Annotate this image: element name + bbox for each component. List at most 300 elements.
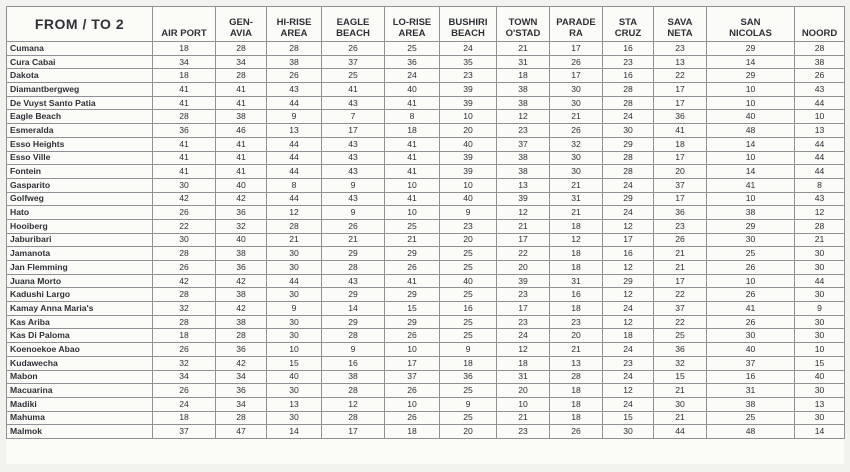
fare-cell-genavia: 46	[216, 124, 267, 138]
column-header-hirise	[267, 7, 322, 42]
fare-cell-hirise: 44	[267, 165, 322, 179]
fare-cell-noord: 28	[795, 42, 845, 56]
fare-cell-savaneta: 37	[654, 178, 707, 192]
fare-cell-town: 23	[497, 288, 550, 302]
fare-cell-lorise: 37	[385, 370, 440, 384]
fare-cell-airport: 41	[153, 137, 216, 151]
fare-cell-town: 12	[497, 206, 550, 220]
fare-cell-bushiri: 23	[440, 69, 497, 83]
fare-cell-genavia: 38	[216, 110, 267, 124]
fare-cell-airport: 28	[153, 288, 216, 302]
origin-place: Hooiberg	[7, 219, 153, 233]
fare-cell-lorise: 29	[385, 315, 440, 329]
fare-cell-noord: 30	[795, 247, 845, 261]
fare-cell-sannicolas: 10	[707, 83, 795, 97]
fare-cell-bushiri: 10	[440, 178, 497, 192]
fare-cell-savaneta: 36	[654, 206, 707, 220]
table-row	[7, 329, 845, 343]
table-row	[7, 69, 845, 83]
fare-cell-sannicolas: 31	[707, 384, 795, 398]
fare-cell-savaneta: 36	[654, 343, 707, 357]
fare-cell-savaneta: 30	[654, 397, 707, 411]
fare-cell-savaneta: 25	[654, 329, 707, 343]
table-row	[7, 288, 845, 302]
column-header-line: AIR PORT	[161, 28, 207, 39]
fare-cell-lorise: 18	[385, 425, 440, 439]
fare-cell-lorise: 41	[385, 274, 440, 288]
fare-cell-sannicolas: 26	[707, 315, 795, 329]
origin-place: Juana Morto	[7, 274, 153, 288]
fare-cell-eagle: 43	[322, 274, 385, 288]
fare-cell-eagle: 21	[322, 233, 385, 247]
origin-place: Dakota	[7, 69, 153, 83]
fare-cell-bushiri: 36	[440, 370, 497, 384]
fare-cell-airport: 30	[153, 178, 216, 192]
fare-cell-eagle: 43	[322, 151, 385, 165]
fare-cell-bushiri: 39	[440, 96, 497, 110]
fare-cell-airport: 36	[153, 124, 216, 138]
origin-place: Cumana	[7, 42, 153, 56]
table-row	[7, 42, 845, 56]
origin-place: Gasparito	[7, 178, 153, 192]
fare-cell-airport: 18	[153, 411, 216, 425]
fare-cell-stacruz: 30	[603, 425, 654, 439]
fare-cell-airport: 18	[153, 42, 216, 56]
table-row	[7, 219, 845, 233]
fare-cell-town: 13	[497, 178, 550, 192]
table-row	[7, 165, 845, 179]
fare-cell-airport: 26	[153, 261, 216, 275]
table-row	[7, 110, 845, 124]
fare-cell-eagle: 9	[322, 343, 385, 357]
column-header-line: AREA	[398, 28, 426, 39]
fare-cell-noord: 38	[795, 55, 845, 69]
fare-cell-stacruz: 12	[603, 384, 654, 398]
fare-cell-parade: 26	[550, 124, 603, 138]
fare-cell-eagle: 14	[322, 302, 385, 316]
column-header-line: BUSHIRI	[448, 17, 488, 28]
fare-cell-genavia: 38	[216, 315, 267, 329]
origin-place: Cura Cabai	[7, 55, 153, 69]
fare-cell-hirise: 28	[267, 42, 322, 56]
fare-cell-hirise: 44	[267, 96, 322, 110]
fare-cell-eagle: 41	[322, 83, 385, 97]
origin-place: Jamanota	[7, 247, 153, 261]
fare-cell-genavia: 41	[216, 151, 267, 165]
fare-cell-bushiri: 25	[440, 261, 497, 275]
fare-cell-bushiri: 9	[440, 343, 497, 357]
fare-cell-sannicolas: 41	[707, 178, 795, 192]
fare-cell-town: 21	[497, 411, 550, 425]
table-row	[7, 96, 845, 110]
column-header-line: EAGLE	[336, 17, 370, 28]
origin-place: Jan Flemming	[7, 261, 153, 275]
table-row	[7, 302, 845, 316]
fare-cell-savaneta: 17	[654, 274, 707, 288]
fare-cell-noord: 44	[795, 96, 845, 110]
origin-place: Kas Di Paloma	[7, 329, 153, 343]
fare-cell-sannicolas: 26	[707, 261, 795, 275]
fare-cell-genavia: 36	[216, 384, 267, 398]
fare-cell-sannicolas: 16	[707, 370, 795, 384]
fare-cell-noord: 13	[795, 124, 845, 138]
fare-cell-eagle: 29	[322, 288, 385, 302]
fare-cell-town: 18	[497, 356, 550, 370]
column-header-line: STA	[618, 17, 638, 28]
column-header-lorise	[385, 7, 440, 42]
fare-cell-parade: 26	[550, 425, 603, 439]
fare-cell-eagle: 16	[322, 356, 385, 370]
fare-cell-bushiri: 20	[440, 124, 497, 138]
origin-place: Madiki	[7, 397, 153, 411]
fare-cell-town: 23	[497, 315, 550, 329]
fare-cell-airport: 32	[153, 302, 216, 316]
origin-place: Kamay Anna Maria's	[7, 302, 153, 316]
fare-cell-hirise: 30	[267, 384, 322, 398]
fare-cell-sannicolas: 37	[707, 356, 795, 370]
fare-cell-town: 17	[497, 302, 550, 316]
column-header-line: SAN	[740, 17, 761, 28]
fare-cell-bushiri: 24	[440, 42, 497, 56]
fare-cell-town: 38	[497, 151, 550, 165]
fare-cell-parade: 26	[550, 55, 603, 69]
fare-cell-stacruz: 29	[603, 137, 654, 151]
fare-cell-lorise: 17	[385, 356, 440, 370]
fare-cell-hirise: 14	[267, 425, 322, 439]
fare-cell-stacruz: 12	[603, 288, 654, 302]
fare-cell-noord: 43	[795, 192, 845, 206]
fare-cell-lorise: 26	[385, 384, 440, 398]
fare-cell-town: 39	[497, 274, 550, 288]
fare-cell-genavia: 28	[216, 329, 267, 343]
column-header-savaneta	[654, 7, 707, 42]
fare-cell-hirise: 9	[267, 110, 322, 124]
fare-cell-lorise: 41	[385, 96, 440, 110]
fare-cell-airport: 41	[153, 83, 216, 97]
fare-cell-parade: 23	[550, 315, 603, 329]
column-header-stacruz	[603, 7, 654, 42]
fare-cell-hirise: 40	[267, 370, 322, 384]
table-row	[7, 261, 845, 275]
fare-cell-parade: 18	[550, 302, 603, 316]
fare-cell-savaneta: 17	[654, 151, 707, 165]
fare-cell-bushiri: 20	[440, 233, 497, 247]
fare-cell-bushiri: 23	[440, 219, 497, 233]
column-header-line: PARADE	[556, 17, 596, 28]
fare-cell-town: 38	[497, 83, 550, 97]
fare-cell-noord: 30	[795, 315, 845, 329]
fare-cell-stacruz: 30	[603, 124, 654, 138]
origin-place: Jaburibari	[7, 233, 153, 247]
fare-cell-town: 17	[497, 233, 550, 247]
fare-cell-genavia: 42	[216, 302, 267, 316]
fare-cell-stacruz: 28	[603, 151, 654, 165]
fare-cell-savaneta: 36	[654, 110, 707, 124]
fare-cell-sannicolas: 40	[707, 110, 795, 124]
table-row	[7, 192, 845, 206]
fare-cell-genavia: 42	[216, 356, 267, 370]
table-row	[7, 151, 845, 165]
table-row	[7, 411, 845, 425]
fare-cell-eagle: 26	[322, 42, 385, 56]
fare-cell-savaneta: 18	[654, 137, 707, 151]
fare-cell-savaneta: 20	[654, 165, 707, 179]
fare-cell-town: 18	[497, 69, 550, 83]
column-header-noord	[795, 7, 845, 42]
fare-cell-genavia: 40	[216, 178, 267, 192]
fare-cell-hirise: 9	[267, 302, 322, 316]
fare-cell-sannicolas: 25	[707, 247, 795, 261]
fare-cell-airport: 24	[153, 397, 216, 411]
fare-cell-stacruz: 18	[603, 329, 654, 343]
fare-cell-genavia: 42	[216, 192, 267, 206]
fare-cell-sannicolas: 48	[707, 425, 795, 439]
fare-cell-airport: 26	[153, 343, 216, 357]
fare-cell-lorise: 10	[385, 397, 440, 411]
column-header-line: AREA	[280, 28, 308, 39]
fare-cell-hirise: 8	[267, 178, 322, 192]
fare-cell-town: 12	[497, 110, 550, 124]
fare-cell-town: 23	[497, 124, 550, 138]
fare-cell-lorise: 25	[385, 42, 440, 56]
fare-cell-savaneta: 41	[654, 124, 707, 138]
fare-cell-sannicolas: 10	[707, 96, 795, 110]
fare-cell-savaneta: 17	[654, 192, 707, 206]
fare-cell-lorise: 41	[385, 165, 440, 179]
column-header-line: TOWN	[508, 17, 538, 28]
fare-cell-eagle: 43	[322, 165, 385, 179]
origin-place: Mahuma	[7, 411, 153, 425]
fare-cell-hirise: 30	[267, 329, 322, 343]
fare-cell-stacruz: 12	[603, 261, 654, 275]
fare-cell-genavia: 36	[216, 261, 267, 275]
fare-cell-eagle: 9	[322, 206, 385, 220]
fare-cell-bushiri: 25	[440, 315, 497, 329]
fare-cell-savaneta: 23	[654, 42, 707, 56]
fare-cell-savaneta: 32	[654, 356, 707, 370]
fare-cell-town: 23	[497, 425, 550, 439]
fare-cell-noord: 40	[795, 370, 845, 384]
column-header-line: SAVA	[667, 17, 693, 28]
fare-cell-stacruz: 16	[603, 42, 654, 56]
fare-cell-stacruz: 29	[603, 192, 654, 206]
fare-cell-sannicolas: 48	[707, 124, 795, 138]
fare-cell-parade: 30	[550, 96, 603, 110]
fare-cell-sannicolas: 29	[707, 42, 795, 56]
fare-cell-genavia: 42	[216, 274, 267, 288]
fare-cell-town: 10	[497, 397, 550, 411]
origin-place: Fontein	[7, 165, 153, 179]
fare-cell-eagle: 37	[322, 55, 385, 69]
fare-cell-stacruz: 28	[603, 83, 654, 97]
fare-table-sheet	[6, 6, 844, 464]
fare-cell-airport: 42	[153, 192, 216, 206]
column-header-line: NICOLAS	[729, 28, 772, 39]
column-header-line: NETA	[667, 28, 693, 39]
fare-cell-bushiri: 25	[440, 288, 497, 302]
column-header-line: BEACH	[336, 28, 370, 39]
fare-cell-noord: 30	[795, 411, 845, 425]
fare-cell-town: 22	[497, 247, 550, 261]
fare-cell-airport: 22	[153, 219, 216, 233]
fare-cell-stacruz: 24	[603, 178, 654, 192]
fare-cell-noord: 12	[795, 206, 845, 220]
column-header-airport	[153, 7, 216, 42]
fare-cell-genavia: 32	[216, 219, 267, 233]
table-row	[7, 178, 845, 192]
fare-cell-parade: 17	[550, 69, 603, 83]
fare-cell-stacruz: 24	[603, 343, 654, 357]
fare-cell-sannicolas: 14	[707, 55, 795, 69]
origin-place: Esso Ville	[7, 151, 153, 165]
fare-cell-airport: 28	[153, 110, 216, 124]
fare-cell-stacruz: 23	[603, 55, 654, 69]
fare-cell-parade: 21	[550, 178, 603, 192]
fare-cell-sannicolas: 10	[707, 151, 795, 165]
fare-cell-savaneta: 37	[654, 302, 707, 316]
fare-cell-eagle: 12	[322, 397, 385, 411]
origin-place: De Vuyst Santo Patia	[7, 96, 153, 110]
fare-cell-town: 20	[497, 384, 550, 398]
fare-cell-noord: 21	[795, 233, 845, 247]
fare-cell-parade: 20	[550, 329, 603, 343]
column-header-line: LO-RISE	[392, 17, 432, 28]
fare-cell-town: 31	[497, 55, 550, 69]
fare-cell-parade: 18	[550, 261, 603, 275]
fare-cell-noord: 44	[795, 137, 845, 151]
column-header-bushiri	[440, 7, 497, 42]
fare-cell-sannicolas: 38	[707, 397, 795, 411]
fare-cell-airport: 28	[153, 315, 216, 329]
fare-cell-bushiri: 16	[440, 302, 497, 316]
fare-cell-eagle: 28	[322, 411, 385, 425]
fare-cell-lorise: 25	[385, 219, 440, 233]
fare-cell-hirise: 38	[267, 55, 322, 69]
column-header-eagle	[322, 7, 385, 42]
column-header-line: AVIA	[230, 28, 252, 39]
fare-cell-sannicolas: 38	[707, 206, 795, 220]
table-row	[7, 233, 845, 247]
fare-cell-town: 31	[497, 370, 550, 384]
fare-cell-sannicolas: 10	[707, 274, 795, 288]
fare-cell-noord: 8	[795, 178, 845, 192]
fare-cell-lorise: 10	[385, 343, 440, 357]
origin-place: Diamantbergweg	[7, 83, 153, 97]
fare-cell-parade: 30	[550, 83, 603, 97]
fare-cell-genavia: 36	[216, 206, 267, 220]
fare-cell-eagle: 38	[322, 370, 385, 384]
column-header-line: O'STAD	[505, 28, 541, 39]
origin-place: Kadushi Largo	[7, 288, 153, 302]
corner-label: FROM / TO 2	[7, 7, 153, 42]
fare-cell-lorise: 41	[385, 151, 440, 165]
fare-cell-parade: 18	[550, 397, 603, 411]
table-row	[7, 206, 845, 220]
fare-cell-genavia: 47	[216, 425, 267, 439]
fare-cell-airport: 41	[153, 151, 216, 165]
fare-cell-savaneta: 22	[654, 69, 707, 83]
origin-place: Malmok	[7, 425, 153, 439]
fare-cell-noord: 28	[795, 219, 845, 233]
fare-cell-eagle: 28	[322, 329, 385, 343]
fare-cell-noord: 14	[795, 425, 845, 439]
column-header-line: HI-RISE	[276, 17, 312, 28]
fare-cell-parade: 21	[550, 206, 603, 220]
table-row	[7, 425, 845, 439]
fare-cell-genavia: 28	[216, 42, 267, 56]
fare-cell-parade: 32	[550, 137, 603, 151]
fare-cell-airport: 26	[153, 384, 216, 398]
fare-cell-noord: 9	[795, 302, 845, 316]
fare-cell-bushiri: 39	[440, 151, 497, 165]
fare-cell-bushiri: 39	[440, 165, 497, 179]
fare-cell-genavia: 28	[216, 411, 267, 425]
fare-cell-noord: 10	[795, 343, 845, 357]
fare-cell-savaneta: 44	[654, 425, 707, 439]
fare-cell-sannicolas: 14	[707, 137, 795, 151]
fare-table	[6, 6, 845, 439]
fare-cell-airport: 18	[153, 329, 216, 343]
origin-place: Eagle Beach	[7, 110, 153, 124]
fare-cell-stacruz: 23	[603, 356, 654, 370]
fare-cell-savaneta: 26	[654, 233, 707, 247]
origin-place: Esso Heights	[7, 137, 153, 151]
origin-place: Kas Ariba	[7, 315, 153, 329]
fare-cell-sannicolas: 25	[707, 411, 795, 425]
fare-cell-noord: 44	[795, 274, 845, 288]
fare-cell-genavia: 28	[216, 69, 267, 83]
fare-cell-noord: 13	[795, 397, 845, 411]
fare-cell-hirise: 44	[267, 274, 322, 288]
fare-cell-hirise: 30	[267, 261, 322, 275]
fare-cell-hirise: 28	[267, 219, 322, 233]
fare-cell-hirise: 43	[267, 83, 322, 97]
origin-place: Golfweg	[7, 192, 153, 206]
fare-cell-stacruz: 29	[603, 274, 654, 288]
table-row	[7, 55, 845, 69]
fare-cell-sannicolas: 26	[707, 288, 795, 302]
table-row	[7, 343, 845, 357]
fare-cell-lorise: 26	[385, 329, 440, 343]
fare-cell-parade: 16	[550, 288, 603, 302]
fare-cell-stacruz: 24	[603, 302, 654, 316]
fare-cell-bushiri: 40	[440, 192, 497, 206]
fare-cell-lorise: 40	[385, 83, 440, 97]
fare-cell-parade: 18	[550, 247, 603, 261]
fare-cell-lorise: 21	[385, 233, 440, 247]
fare-cell-savaneta: 21	[654, 247, 707, 261]
fare-cell-bushiri: 35	[440, 55, 497, 69]
fare-cell-eagle: 25	[322, 69, 385, 83]
fare-cell-sannicolas: 29	[707, 219, 795, 233]
fare-cell-lorise: 18	[385, 124, 440, 138]
fare-cell-town: 21	[497, 42, 550, 56]
fare-cell-hirise: 30	[267, 247, 322, 261]
table-row	[7, 274, 845, 288]
fare-cell-parade: 31	[550, 192, 603, 206]
fare-cell-hirise: 44	[267, 137, 322, 151]
fare-cell-bushiri: 25	[440, 384, 497, 398]
fare-cell-parade: 31	[550, 274, 603, 288]
table-row	[7, 356, 845, 370]
fare-cell-noord: 26	[795, 69, 845, 83]
fare-cell-genavia: 41	[216, 96, 267, 110]
fare-cell-sannicolas: 41	[707, 302, 795, 316]
fare-cell-noord: 44	[795, 165, 845, 179]
fare-cell-town: 24	[497, 329, 550, 343]
origin-place: Esmeralda	[7, 124, 153, 138]
table-row	[7, 247, 845, 261]
